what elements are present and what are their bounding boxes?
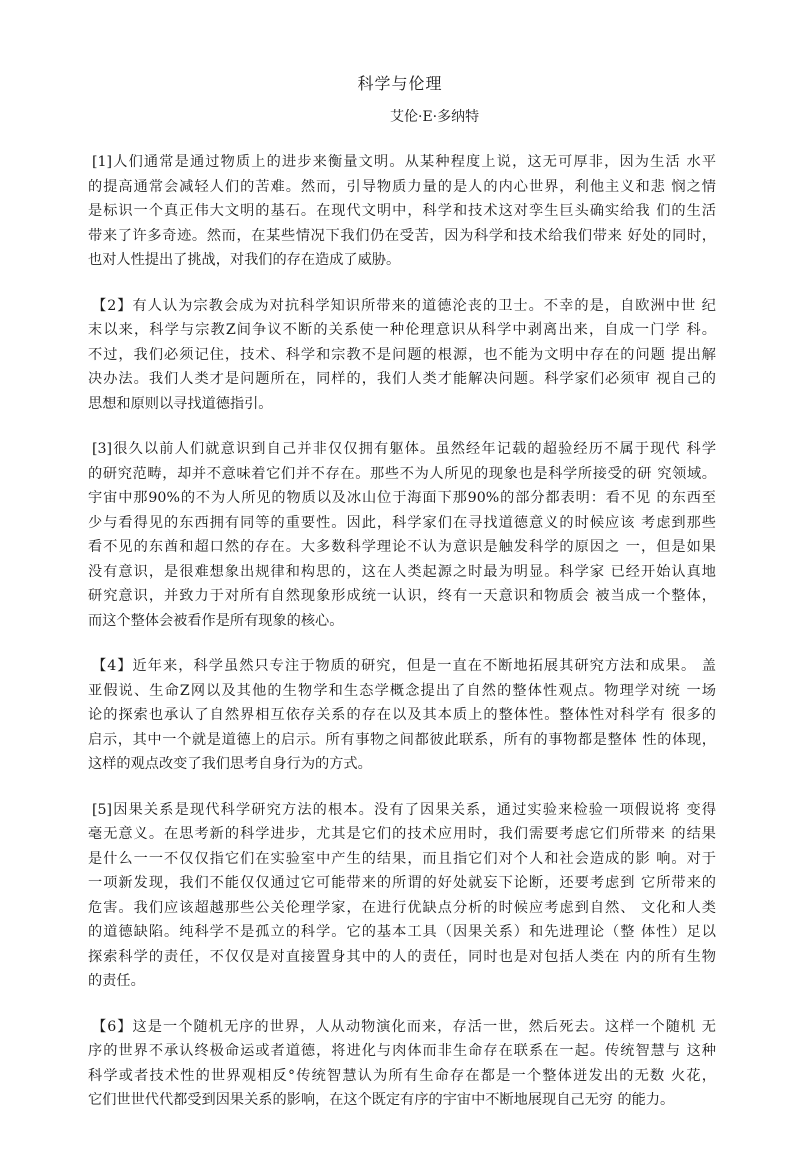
paragraph-line: 它们世世代代都受到因果关系的影响，在这个既定有序的宇宙中不断地展现自己无穷 的能力。: [88, 1092, 675, 1108]
paragraph-line: 带来了许多奇迹。然而，在某些情况下我们仍在受苦，因为科学和技术给我们带来 好处的同时，: [88, 227, 716, 244]
paragraph-line: [1]人们通常是通过物质上的进步来衡量文明。从某种程度上说，这无可厚非，因为生活 水平: [92, 154, 716, 170]
paragraph-line: 【6】这是一个随机无序的世界，人从动物演化而来，存活一世，然后死去。这样一个随机 无: [92, 1018, 716, 1035]
paragraph-line: 宇宙中那90%的不为人所见的物质以及冰山位于海面下那90%的部分都表明：看不见 的东西至: [88, 490, 716, 506]
paragraph-line: 【4】近年来，科学虽然只专注于物质的研究，但是一直在不断地拓展其研究方法和成果。 盖: [92, 658, 716, 674]
paragraph-line: 【2】有人认为宗教会成为对抗科学知识所带来的道德沦丧的卫士。不幸的是，自欧洲中世 纪: [92, 297, 716, 314]
paragraph-line: 的研究范畴，却并不意味着它们并不存在。那些不为人所见的现象也是科学所接受的研 究领域。: [88, 465, 716, 482]
paragraph-line: 探索科学的责任，不仅仅是对直接置身其中的人的责任，同时也是对包括人类在 内的所有生物: [88, 948, 716, 965]
paragraph-line: 思想和原则以寻找道德指引。: [88, 395, 273, 412]
paragraph-line: [5]因果关系是现代科学研究方法的根本。没有了因果关系，通过实验来检验一项假说将 变得: [92, 801, 716, 818]
paragraph-line: 少与看得见的东西拥有同等的重要性。因此，科学家们在寻找道德意义的时候应该 考虑到那些: [88, 514, 716, 531]
paragraph-line: 毫无意义。在思考新的科学进步，尤其是它们的技术应用时，我们需要考虑它们所带来 的结果: [88, 826, 716, 842]
author-byline: 艾伦·E·多纳特: [390, 109, 480, 125]
paragraph-line: 论的探索也承认了自然界相互依存关系的存在以及其本质上的整体性。整体性对科学有 很多的: [88, 707, 716, 723]
paragraph-line: 研究意识，并致力于对所有自然现象形成统一认识，终有一天意识和物质会 被当成一个整体，: [88, 588, 716, 604]
paragraph-line: 的责任。: [88, 973, 145, 989]
paragraph-line: 的提高通常会减轻人们的苦难。然而，引导物质力量的是人的内心世界，利他主义和悲 悯之情: [88, 178, 716, 195]
paragraph: [88, 437, 716, 633]
paragraph-line: [3]很久以前人们就意识到自己并非仅仅拥有躯体。虽然经年记载的超验经历不属于现代 科学: [92, 441, 716, 457]
paragraph-line: 序的世界不承认终极命运或者道德，将进化与肉体而非生命存在联系在一起。传统智慧与 这种: [88, 1043, 716, 1059]
paragraph: [88, 798, 716, 994]
paragraph-line: 的道德缺陷。纯科学不是孤立的科学。它的基本工具（因果关系）和先进理论（整 体性）足以: [88, 924, 716, 940]
paragraph-line: 决办法。我们人类才是问题所在，同样的，我们人类才能解决问题。科学家们必须审 视自己的: [88, 371, 716, 387]
paragraph-line: 这样的观点改变了我们思考自身行为的方式。: [88, 756, 372, 772]
paragraph-line: 一项新发现，我们不能仅仅通过它可能带来的所谓的好处就妄下论断，还要考虑到 它所带来的: [88, 875, 716, 891]
paragraph-line: 亚假说、生命Z网以及其他的生物学和生态学概念提出了自然的整体性观点。物理学对统 一场: [88, 682, 716, 699]
paragraph-line: 而这个整体会被看作是所有现象的核心。: [88, 612, 344, 629]
paragraph-line: 危害。我们应该超越那些公关伦理学家，在进行优缺点分析的时候应考虑到自然、 文化和人类: [88, 899, 716, 916]
paragraph: [88, 294, 716, 417]
paragraph-line: 是标识一个真正伟大文明的基石。在现代文明中，科学和技术这对孪生巨头确实给我 们的生活: [88, 203, 716, 219]
paragraph: [88, 1015, 716, 1113]
article-body: [88, 150, 716, 1134]
paragraph: [88, 150, 716, 273]
paragraph-line: 启示，其中一个就是道德上的启示。所有事物之间都彼此联系，所有的事物都是整体 性的体现，: [88, 731, 716, 748]
page-title: 科学与伦理: [357, 74, 443, 93]
paragraph-line: 科学或者技术性的世界观相反°传统智慧认为所有生命存在都是一个整体迸发出的无数 火花，: [88, 1067, 716, 1084]
paragraph-line: 也对人性提出了挑战，对我们的存在造成了威胁。: [88, 252, 401, 268]
paragraph: [88, 654, 716, 777]
paragraph-line: 是什么一一不仅仅指它们在实验室中产生的结果，而且指它们对个人和社会造成的影 响。对于: [88, 850, 716, 867]
paragraph-line: 末以来，科学与宗教Z间争议不断的关系使一种伦理意识从科学中剥离出来，自成一门学 科。: [88, 322, 716, 338]
paragraph-line: 不过，我们必须记住，技术、科学和宗教不是问题的根源，也不能为文明中存在的问题 提出解: [88, 346, 716, 363]
paragraph-line: 没有意识，是很难想象出规律和构思的，这在人类起源之时最为明显。科学家 已经开始认真地: [88, 563, 716, 580]
paragraph-line: 看不见的东酋和超口然的存在。大多数科学理论不认为意识是触发科学的原因之 一，但是如果: [88, 539, 716, 555]
